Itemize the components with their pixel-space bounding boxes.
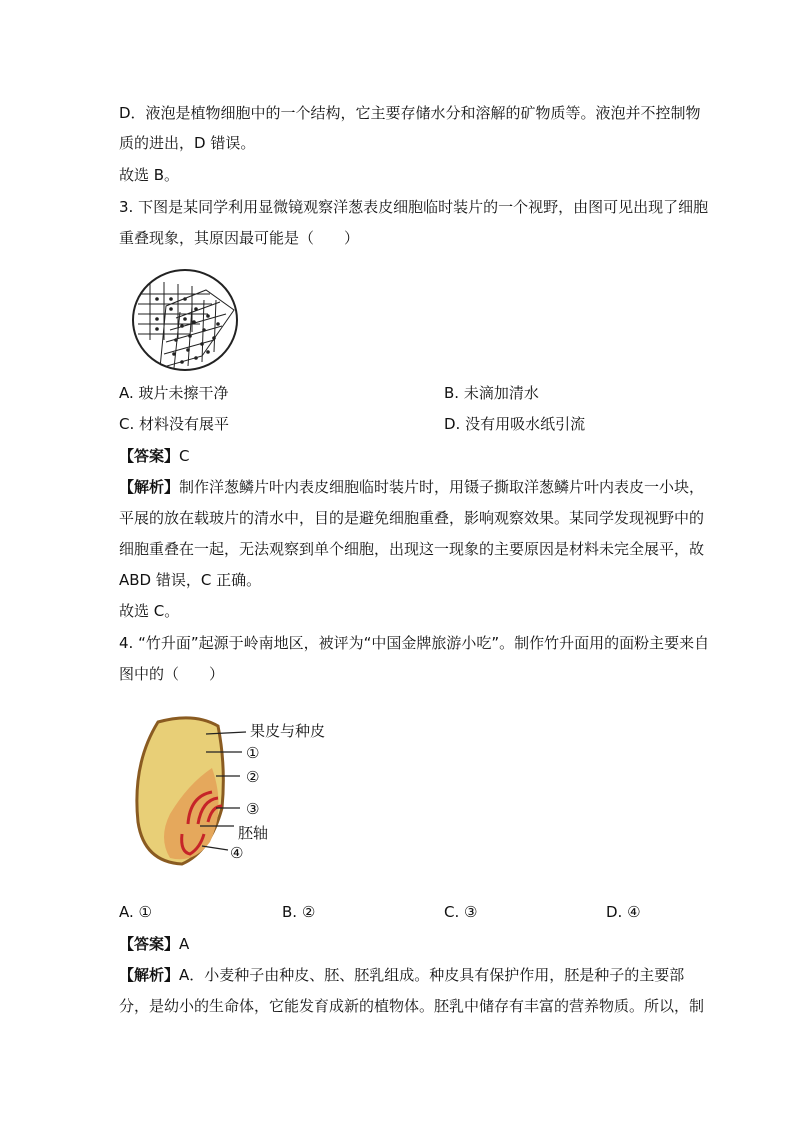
answer-tag: 【答案】: [119, 447, 180, 465]
q3-option-b[interactable]: B. 未滴加清水: [444, 384, 539, 402]
q4-option-b[interactable]: B. ②: [282, 903, 316, 921]
conclusion-prev: 故选 B。: [119, 166, 180, 184]
analysis-tag: 【解析】: [119, 966, 180, 984]
q4-option-c[interactable]: C. ③: [444, 903, 478, 921]
q4-stem-line2: 图中的（ ）: [119, 665, 225, 683]
explanation-line-d: D．液泡是植物细胞中的一个结构，它主要存储水分和溶解的矿物质等。液泡并不控制物: [119, 104, 701, 122]
wheat-seed-figure: [130, 712, 340, 867]
q4-analysis-line1: [119, 965, 684, 985]
label-axis: 胚轴: [238, 824, 269, 842]
q3-analysis-line1: [119, 477, 704, 497]
q4-answer: [119, 934, 189, 954]
analysis-text: 制作洋葱鳞片叶内表皮细胞临时装片时，用镊子撕取洋葱鳞片叶内表皮一小块，: [179, 478, 705, 496]
q4-stem-line1: 4. “竹升面”起源于岭南地区，被评为“中国金牌旅游小吃”。制作竹升面用的面粉主要来自: [119, 634, 710, 652]
q3-option-c[interactable]: C. 材料没有展平: [119, 415, 230, 433]
q3-analysis-line3: 细胞重叠在一起，无法观察到单个细胞，出现这一现象的主要原因是材料未完全展平，故: [119, 540, 705, 558]
q3-option-d[interactable]: D. 没有用吸水纸引流: [444, 415, 586, 433]
label-1: ①: [246, 744, 260, 762]
explanation-line-d-cont: 质的进出，D 错误。: [119, 134, 256, 152]
q4-option-d[interactable]: D. ④: [606, 903, 641, 921]
label-2: ②: [246, 768, 260, 786]
q3-answer: [119, 446, 190, 466]
q4-analysis-line2: 分，是幼小的生命体，它能发育成新的植物体。胚乳中储存有丰富的营养物质。所以，制: [119, 997, 705, 1015]
q3-stem-line1: 3. 下图是某同学利用显微镜观察洋葱表皮细胞临时装片的一个视野，由图可见出现了细胞: [119, 198, 709, 216]
q3-analysis-line4: ABD 错误，C 正确。: [119, 571, 262, 589]
q3-option-a[interactable]: A. 玻片未擦干净: [119, 384, 229, 402]
label-4: ④: [230, 844, 244, 862]
q4-option-a[interactable]: A. ①: [119, 903, 152, 921]
microscope-field-figure: [130, 268, 240, 372]
answer-value: A: [179, 935, 190, 953]
answer-value: C: [179, 447, 190, 465]
analysis-text: A．小麦种子由种皮、胚、胚乳组成。种皮具有保护作用，胚是种子的主要部: [179, 966, 685, 984]
q3-stem-line2: 重叠现象，其原因最可能是（ ）: [119, 229, 360, 247]
answer-tag: 【答案】: [119, 935, 180, 953]
q3-conclusion: 故选 C。: [119, 602, 180, 620]
label-pericarp: 果皮与种皮: [250, 722, 326, 740]
analysis-tag: 【解析】: [119, 478, 180, 496]
q3-analysis-line2: 平展的放在载玻片的清水中，目的是避免细胞重叠，影响观察效果。某同学发现视野中的: [119, 509, 705, 527]
label-3: ③: [246, 800, 260, 818]
